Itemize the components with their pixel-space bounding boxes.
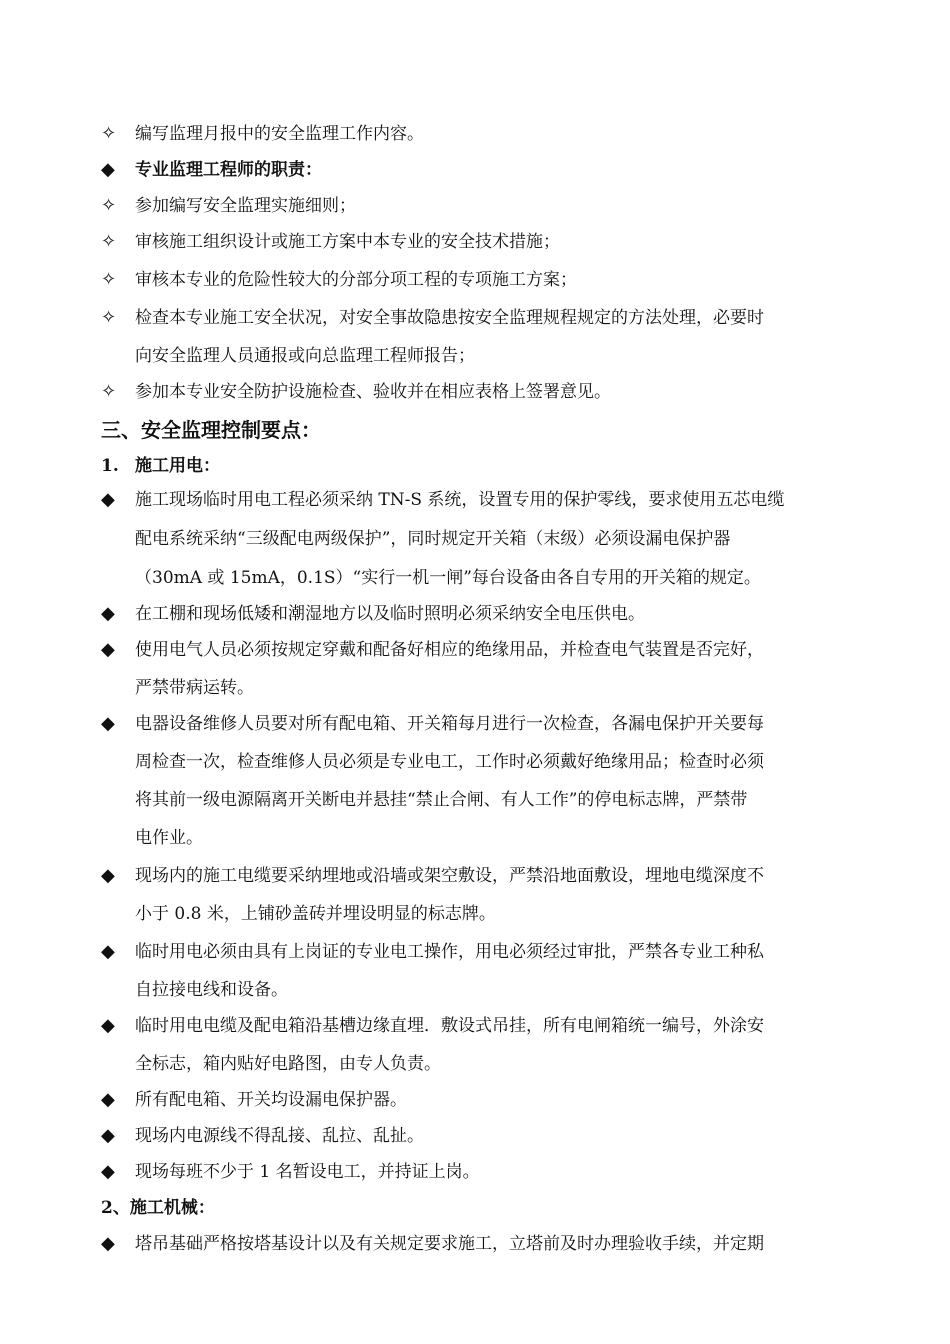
list-item-text: 现场内的施工电缆要采纳埋地或沿墙或架空敷设，严禁沿地面敷设，埋地电缆深度不 xyxy=(135,866,764,886)
list-item xyxy=(0,1154,950,1190)
star-bullet-icon: ✧ xyxy=(101,231,117,252)
list-item-text: 参加编写安全监理实施细则； xyxy=(135,196,356,216)
list-item xyxy=(0,858,950,894)
diamond-bullet-icon: ◆ xyxy=(101,489,115,510)
list-item-continuation xyxy=(0,560,950,596)
list-item-text: 检查本专业施工安全状况，对安全事故隐患按安全监理规程规定的方法处理，必要时 xyxy=(135,308,764,328)
list-item xyxy=(0,374,950,410)
diamond-bullet-icon: ◆ xyxy=(101,639,115,660)
diamond-bullet-icon: ◆ xyxy=(101,1089,115,1110)
diamond-bullet-icon: ◆ xyxy=(101,1161,115,1182)
subsection-title: 施工用电： xyxy=(135,456,220,476)
list-item xyxy=(0,482,950,518)
list-item-text: 审核本专业的危险性较大的分部分项工程的专项施工方案； xyxy=(135,270,577,290)
continuation-text: 全标志，箱内贴好电路图，由专人负责。 xyxy=(135,1054,441,1074)
section-heading-text: 三、安全监理控制要点： xyxy=(101,418,321,442)
list-item-continuation xyxy=(0,1046,950,1082)
list-item-continuation xyxy=(0,338,950,374)
list-item xyxy=(0,934,950,970)
diamond-bullet-icon: ◆ xyxy=(101,713,115,734)
continuation-text: 向安全监理人员通报或向总监理工程师报告； xyxy=(135,346,475,366)
subsection-number: 1. xyxy=(101,456,119,476)
list-item xyxy=(0,224,950,260)
list-item xyxy=(0,1082,950,1118)
list-item-text: 电器设备维修人员要对所有配电箱、开关箱每月进行一次检查，各漏电保护开关要每 xyxy=(135,714,764,734)
continuation-text: 配电系统采纳“三级配电两级保护”，同时规定开关箱（末级）必须设漏电保护器 xyxy=(135,529,731,549)
list-item-text: 所有配电箱、开关均设漏电保护器。 xyxy=(135,1090,407,1110)
list-item xyxy=(0,1118,950,1154)
list-item xyxy=(0,632,950,668)
list-item-continuation xyxy=(0,896,950,932)
diamond-bullet-icon: ◆ xyxy=(101,941,115,962)
list-item-text: 临时用电电缆及配电箱沿基槽边缘直埋．敷设式吊挂，所有电闸箱统一编号，外涂安 xyxy=(135,1016,764,1036)
continuation-text: 小于 0.8 米，上铺砂盖砖并埋设明显的标志牌。 xyxy=(135,904,496,924)
diamond-bullet-icon: ◆ xyxy=(101,865,115,886)
list-item xyxy=(0,300,950,336)
continuation-text: 严禁带病运转。 xyxy=(135,678,254,698)
list-item xyxy=(0,262,950,298)
list-item-continuation xyxy=(0,782,950,818)
list-item-continuation xyxy=(0,820,950,856)
continuation-text: 电作业。 xyxy=(135,828,203,848)
list-item xyxy=(0,1008,950,1044)
list-item xyxy=(0,152,950,188)
list-item-text: 塔吊基础严格按塔基设计以及有关规定要求施工，立塔前及时办理验收手续，并定期 xyxy=(135,1234,764,1254)
list-item-text: 参加本专业安全防护设施检查、验收并在相应表格上签署意见。 xyxy=(135,382,611,402)
star-bullet-icon: ✧ xyxy=(101,195,117,216)
diamond-bullet-icon: ◆ xyxy=(101,603,115,624)
list-item-text: 施工现场临时用电工程必须采纳 TN-S 系统，设置专用的保护零线，要求使用五芯电缆 xyxy=(135,490,785,510)
star-bullet-icon: ✧ xyxy=(101,123,117,144)
diamond-bullet-icon: ◆ xyxy=(101,159,115,180)
subsection-heading-text xyxy=(101,448,220,484)
diamond-bullet-icon: ◆ xyxy=(101,1125,115,1146)
continuation-text: 周检查一次，检查维修人员必须是专业电工，工作时必须戴好绝缘用品；检查时必须 xyxy=(135,752,764,772)
list-item-text: 审核施工组织设计或施工方案中本专业的安全技术措施； xyxy=(135,232,560,252)
list-item xyxy=(0,116,950,152)
list-item xyxy=(0,596,950,632)
list-item-text: 专业监理工程师的职责： xyxy=(135,160,322,180)
continuation-text: 将其前一级电源隔离开关断电并悬挂“禁止合闸、有人工作”的停电标志牌，严禁带 xyxy=(135,790,748,810)
subsection-heading-text: 2、施工机械： xyxy=(101,1198,215,1218)
list-item xyxy=(0,1226,950,1262)
continuation-text: （30mA 或 15mA，0.1S）“实行一机一闸”每台设备由各自专用的开关箱的规定。 xyxy=(135,568,761,588)
list-item-text: 使用电气人员必须按规定穿戴和配备好相应的绝缘用品，并检查电气装置是否完好， xyxy=(135,640,764,660)
list-item-continuation xyxy=(0,521,950,557)
star-bullet-icon: ✧ xyxy=(101,381,117,402)
list-item-text: 编写监理月报中的安全监理工作内容。 xyxy=(135,124,424,144)
list-item xyxy=(0,188,950,224)
list-item-text: 现场内电源线不得乱接、乱拉、乱扯。 xyxy=(135,1126,424,1146)
diamond-bullet-icon: ◆ xyxy=(101,1233,115,1254)
subsection-heading xyxy=(0,1190,950,1226)
list-item xyxy=(0,706,950,742)
section-heading xyxy=(0,412,950,448)
list-item-text: 在工棚和现场低矮和潮湿地方以及临时照明必须采纳安全电压供电。 xyxy=(135,604,645,624)
list-item-text: 临时用电必须由具有上岗证的专业电工操作，用电必须经过审批，严禁各专业工种私 xyxy=(135,942,764,962)
list-item-continuation xyxy=(0,972,950,1008)
continuation-text: 自拉接电线和设备。 xyxy=(135,980,288,1000)
list-item-text: 现场每班不少于 1 名暂设电工，并持证上岗。 xyxy=(135,1162,480,1182)
list-item-continuation xyxy=(0,744,950,780)
diamond-bullet-icon: ◆ xyxy=(101,1015,115,1036)
subsection-heading xyxy=(0,448,950,484)
star-bullet-icon: ✧ xyxy=(101,307,117,328)
list-item-continuation xyxy=(0,670,950,706)
star-bullet-icon: ✧ xyxy=(101,269,117,290)
